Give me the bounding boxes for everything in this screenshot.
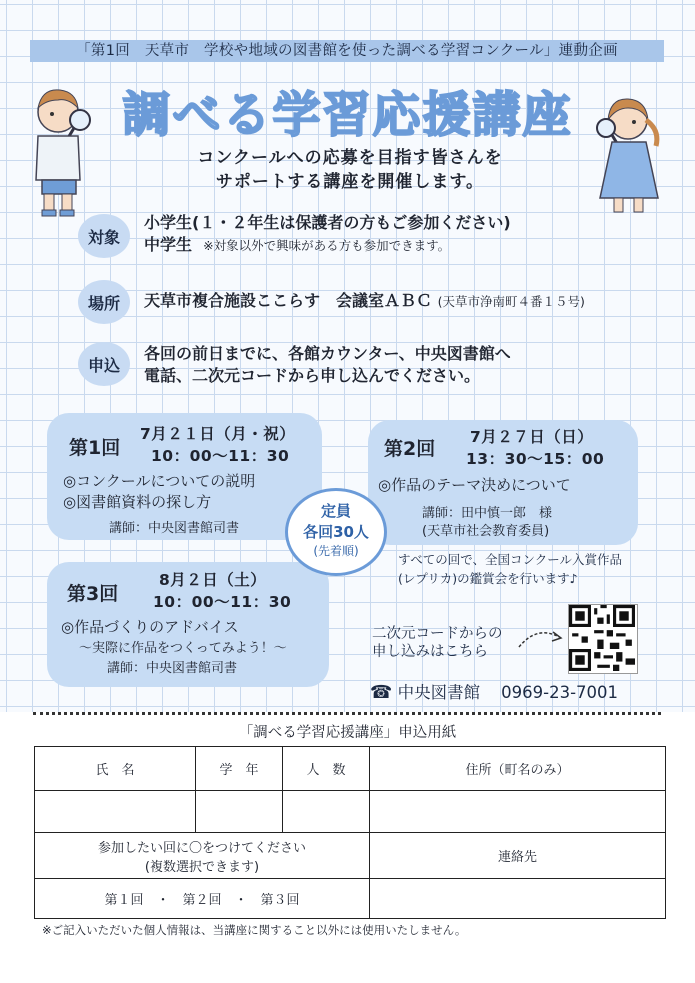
capacity-note: (先着順) — [313, 544, 359, 558]
session-3-time: 10：00～11：30 — [153, 593, 292, 611]
qr-caption: 二次元コードからの 申し込みはこちら — [372, 626, 503, 660]
session-1-time: 10：00～11：30 — [151, 447, 290, 465]
apply-line1: 各回の前日までに、各館カウンター、中央図書館へ — [144, 344, 511, 363]
session-3-lecturer: 講師：中央図書館司書 — [107, 661, 238, 676]
session-1-lecturer: 講師：中央図書館司書 — [109, 521, 240, 536]
session-3-title: 第3回 — [67, 583, 119, 605]
session-3-topic2: ～実際に作品をつくってみよう！～ — [79, 641, 287, 656]
session-1-title: 第1回 — [69, 437, 121, 459]
session-2-title: 第2回 — [384, 438, 436, 460]
place-address: (天草市浄南町４番１５号) — [437, 294, 585, 309]
telephone-icon: ☎ — [370, 682, 393, 703]
contact-phone[interactable]: 0969-23-7001 — [501, 683, 619, 702]
form-field-address[interactable] — [370, 791, 666, 833]
session-2-lecturer-org: (天草市社会教育委員) — [422, 524, 550, 539]
session-2-topic: ◎作品のテーマ決めについて — [378, 476, 571, 494]
session-1-date: 7月２１日（月・祝） — [140, 425, 296, 443]
form-header-address: 住所（町名のみ） — [370, 747, 666, 791]
session-2-time: 13：30～15：00 — [466, 450, 605, 468]
form-title: 「調べる学習応援講座」申込用紙 — [238, 725, 457, 741]
capacity-badge — [285, 488, 387, 576]
page-title: 調べる学習応援講座 — [122, 87, 573, 143]
event-banner: 「第1回 天草市 学校や地域の図書館を使った調べる学習コンクール」連動企画 — [30, 40, 664, 62]
exhibition-memo: すべての回で、全国コンクール入賞作品 (レプリカ)の鑑賞会を行います♪ — [398, 552, 623, 586]
apply-line2: 電話、二次元コードから申し込んでください。 — [144, 366, 481, 385]
form-contact-label: 連絡先 — [370, 833, 666, 879]
target-line2: 中学生 ※対象以外で興味がある方も参加できます。 — [144, 235, 451, 254]
form-header-grade: 学 年 — [196, 747, 283, 791]
session-3-card — [47, 562, 329, 687]
session-3-date: 8月２日（土） — [159, 571, 267, 589]
qr-code-icon — [569, 605, 635, 671]
session-1-topic2: ◎図書館資料の探し方 — [63, 493, 212, 511]
form-field-count[interactable] — [283, 791, 370, 833]
capacity-value: 各回30人 — [303, 523, 369, 541]
session-3-topic: ◎作品づくりのアドバイス — [61, 618, 239, 636]
cut-line — [33, 712, 661, 715]
session-1-card — [47, 413, 322, 540]
apply-tag: 申込 — [78, 342, 130, 386]
application-form — [34, 746, 666, 919]
boy-with-magnifier-illustration — [22, 80, 102, 220]
form-session-options[interactable]: 第１回 ・ 第２回 ・ 第３回 — [35, 879, 370, 919]
session-1-topic: ◎コンクールについての説明 — [63, 472, 256, 490]
girl-with-magnifier-illustration — [584, 90, 670, 220]
place-tag: 場所 — [78, 280, 130, 324]
target-line1: 小学生(１・２年生は保護者の方もご参加ください) — [144, 213, 511, 232]
arrow-icon — [515, 625, 565, 655]
contact-name: 中央図書館 — [397, 683, 481, 702]
target-tag: 対象 — [78, 214, 130, 258]
target-note: ※対象以外で興味がある方も参加できます。 — [203, 238, 451, 253]
privacy-footnote: ※ご記入いただいた個人情報は、当講座に関すること以外には使用いたしません。 — [42, 923, 467, 937]
place-text: 天草市複合施設ここらす 会議室ＡＢＣ — [144, 291, 433, 310]
qr-code[interactable] — [568, 604, 638, 674]
form-field-contact[interactable] — [370, 879, 666, 919]
form-session-select-label: 参加したい回に〇をつけてください (複数選択できます) — [35, 833, 370, 879]
form-field-grade[interactable] — [196, 791, 283, 833]
form-field-name[interactable] — [35, 791, 196, 833]
session-2-card — [368, 420, 638, 545]
capacity-label: 定員 — [320, 502, 351, 520]
form-header-count: 人 数 — [283, 747, 370, 791]
session-2-date: 7月２７日（日） — [470, 428, 594, 446]
form-header-name: 氏 名 — [35, 747, 196, 791]
session-2-lecturer: 講師：田中慎一郎 様 — [422, 506, 553, 521]
intro-text: コンクールへの応募を目指す皆さんを サポートする講座を開催します。 — [197, 148, 503, 192]
contact-line — [370, 679, 618, 703]
